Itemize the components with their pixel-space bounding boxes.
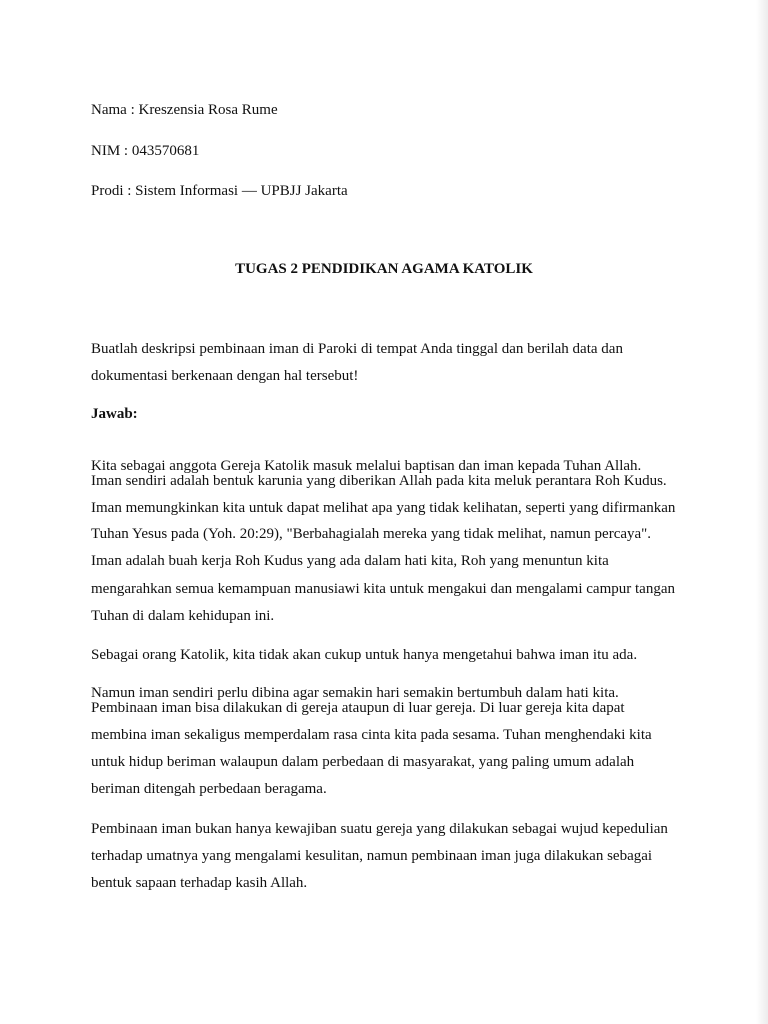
paragraph-line: Iman adalah buah kerja Roh Kudus yang ada dalam hati kita, Roh yang menuntun kita	[91, 553, 609, 569]
paragraph-line: Iman sendiri adalah bentuk karunia yang diberikan Allah pada kita meluk perantara Roh Kudus.	[91, 473, 667, 489]
paragraph-line: Tuhan Yesus pada (Yoh. 20:29), "Berbahagialah mereka yang tidak melihat, namun percaya".	[91, 526, 652, 542]
paragraph-line: terhadap umatnya yang mengalami kesulitan, namun pembinaan iman juga dilakukan sebagai	[91, 848, 653, 864]
answer-label: Jawab:	[91, 406, 138, 422]
paragraph-line: Pembinaan iman bisa dilakukan di gereja ataupun di luar gereja. Di luar gereja kita dapat	[91, 700, 625, 716]
paragraph-line: Kita sebagai anggota Gereja Katolik masuk melalui baptisan dan iman kepada Tuhan Allah.	[91, 458, 642, 474]
student-nim: NIM : 043570681	[91, 143, 200, 159]
paragraph-line: beriman ditengah perbedaan beragama.	[91, 781, 327, 797]
question-line: dokumentasi berkenaan dengan hal tersebut!	[91, 368, 359, 384]
student-prodi: Prodi : Sistem Informasi — UPBJJ Jakarta	[91, 183, 348, 199]
paragraph-line: membina iman sekaligus memperdalam rasa cinta kita pada sesama. Tuhan menghendaki kita	[91, 727, 652, 743]
student-name: Nama : Kreszensia Rosa Rume	[91, 102, 278, 118]
document-title: TUGAS 2 PENDIDIKAN AGAMA KATOLIK	[235, 261, 533, 277]
paragraph-line: bentuk sapaan terhadap kasih Allah.	[91, 875, 308, 891]
paragraph-line: Iman memungkinkan kita untuk dapat melihat apa yang tidak kelihatan, seperti yang difirmankan	[91, 500, 676, 516]
page-edge-shadow	[756, 0, 768, 1024]
paragraph-line: Pembinaan iman bukan hanya kewajiban suatu gereja yang dilakukan sebagai wujud kepedulian	[91, 821, 668, 837]
paragraph-line: mengarahkan semua kemampuan manusiawi kita untuk mengakui dan mengalami campur tangan	[91, 581, 675, 597]
paragraph-line: untuk hidup beriman walaupun dalam perbedaan di masyarakat, yang paling umum adalah	[91, 754, 635, 770]
paragraph-line: Tuhan di dalam kehidupan ini.	[91, 608, 275, 624]
question-line: Buatlah deskripsi pembinaan iman di Paroki di tempat Anda tinggal dan berilah data dan	[91, 341, 623, 357]
paragraph-line: Sebagai orang Katolik, kita tidak akan cukup untuk hanya mengetahui bahwa iman itu ada.	[91, 647, 638, 663]
paragraph-line: Namun iman sendiri perlu dibina agar semakin hari semakin bertumbuh dalam hati kita.	[91, 685, 619, 701]
